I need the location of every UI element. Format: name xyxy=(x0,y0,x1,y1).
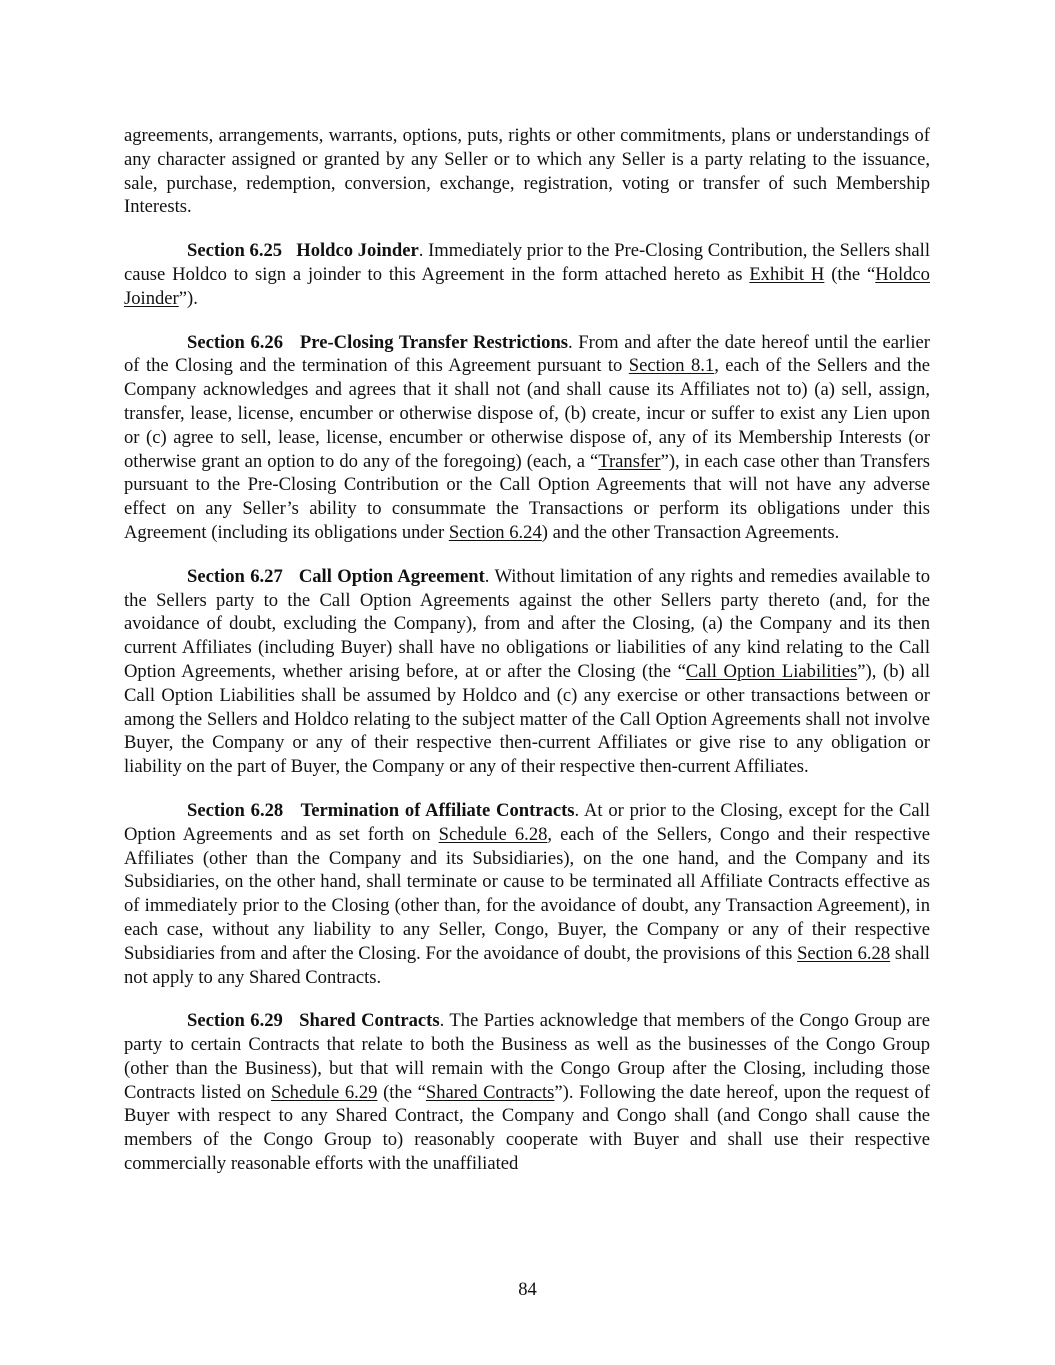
defined-reference: Section 6.28 xyxy=(797,942,891,964)
section-text: ”), in each case other than Transfers pursuant to the Pre-Closing Contribution or the Call Option Agreements that will not have any adverse effect on any Seller’s ability to consummate the Transactions or perform its obligations under this Agreement (including its obligations under xyxy=(124,450,930,543)
section-6-26 xyxy=(124,331,930,545)
section-number: Section 6.27 xyxy=(187,565,283,587)
section-6-29 xyxy=(124,1009,930,1176)
section-text: . The Parties acknowledge that members of the Congo Group are party to certain Contracts that relate to both the Business as well as the businesses of the Congo Group (other than the Business), but that will remain with the Congo Group after the Closing, including those Contracts listed on xyxy=(124,1010,930,1103)
section-text: (the “ xyxy=(824,263,876,285)
section-text: . From and after the date hereof until the earlier of the Closing and the termination of this Agreement pursuant to xyxy=(124,331,930,377)
page-number: 84 xyxy=(518,1279,537,1300)
defined-reference: Schedule 6.28 xyxy=(438,823,548,845)
section-text: ”). Following the date hereof, upon the request of Buyer with respect to any Shared Contract, the Company and Congo shall (and Congo shall cause the members of the Congo Group to) reasonably cooperate with Buyer and shall use their respective commercially reasonable efforts with the unaffiliated xyxy=(124,1081,931,1175)
section-number: Section 6.28 xyxy=(187,799,284,821)
paragraph-text: agreements, arrangements, warrants, options, puts, rights or other commitments, plans or understandings of any character assigned or granted by any Seller or to which any Seller is a party relating to the issuance, sale, purchase, redemption, conversion, exchange, registration, voting or transfer of such Membership Interests. xyxy=(124,125,930,218)
section-title: Pre-Closing Transfer Restrictions xyxy=(299,331,569,353)
section-number: Section 6.29 xyxy=(187,1010,283,1032)
section-text: . Immediately prior to the Pre-Closing Contribution, the Sellers shall cause Holdco to sign a joinder to this Agreement in the form attached hereto as xyxy=(124,240,930,285)
section-title: Call Option Agreement xyxy=(298,565,485,587)
section-text: ”), (b) all Call Option Liabilities shall be assumed by Holdco and (c) any exercise or other transactions between or among the Sellers and Holdco relating to the subject matter of the Call Option Agreements shall not involve Buyer, the Company or any of their respective then-current Affiliates or give rise to any obligation or liability on the part of Buyer, the Company or any of their respective then-current Affiliates. xyxy=(124,660,930,778)
section-title: Holdco Joinder xyxy=(296,240,419,262)
section-title: Shared Contracts xyxy=(299,1010,440,1032)
section-number: Section 6.25 xyxy=(187,240,283,262)
section-text: ) and the other Transaction Agreements. xyxy=(541,521,840,543)
defined-term: Transfer xyxy=(598,450,661,472)
defined-reference: Section 6.24 xyxy=(448,521,542,543)
defined-reference: Section 8.1 xyxy=(628,355,715,377)
section-6-25 xyxy=(124,239,930,310)
section-text: , each of the Sellers and the Company acknowledges and agrees that it shall not (and shall cause its Affiliates not to) (a) sell, assign, transfer, lease, license, encumber or otherwise dispose of, (b) create, incur or suffer to exist any Lien upon or (c) agree to sell, lease, license, encumber or otherwise dispose of, any of its Membership Interests (or otherwise grant an option to do any of the foregoing) (each, a “ xyxy=(124,355,930,472)
section-text: . At or prior to the Closing, except for the Call Option Agreements and as set forth on xyxy=(124,799,930,845)
paragraph-continuation xyxy=(124,124,930,219)
section-text: , each of the Sellers, Congo and their respective Affiliates (other than the Company and its Subsidiaries), on the one hand, and the Company and its Subsidiaries, on the other hand, shall terminate or cause to be terminated all Affiliate Contracts effective as of immediately prior to the Closing (other than, for the avoidance of doubt, any Transaction Agreement), in each case, without any liability to any Seller, Congo, Buyer, the Company or any of their respective Subsidiaries from and after the Closing. For the avoidance of doubt, the provisions of this xyxy=(124,823,930,964)
defined-term: Call Option Liabilities xyxy=(685,660,858,682)
section-title: Termination of Affiliate Contracts xyxy=(300,799,575,821)
defined-term: Shared Contracts xyxy=(425,1081,555,1103)
section-text: . Without limitation of any rights and remedies available to the Sellers party to the Call Option Agreements against the other Sellers party thereto (and, for the avoidance of doubt, excluding the Company), from and after the Closing, (a) the Company and its then current Affiliates (including Buyer) shall have no obligations or liabilities of any kind relating to the Call Option Agreements, whether arising before, at or after the Closing (the “ xyxy=(124,565,931,682)
section-number: Section 6.26 xyxy=(187,331,284,353)
section-text: (the “ xyxy=(377,1081,426,1103)
defined-reference: Schedule 6.29 xyxy=(271,1081,378,1103)
section-text: ”). xyxy=(178,287,198,309)
defined-term: Holdco Joinder xyxy=(124,263,930,309)
section-text: shall not apply to any Shared Contracts. xyxy=(124,942,930,988)
defined-reference: Exhibit H xyxy=(749,263,825,285)
section-6-27 xyxy=(124,565,930,779)
document-page xyxy=(124,124,930,1196)
section-6-28 xyxy=(124,799,930,989)
